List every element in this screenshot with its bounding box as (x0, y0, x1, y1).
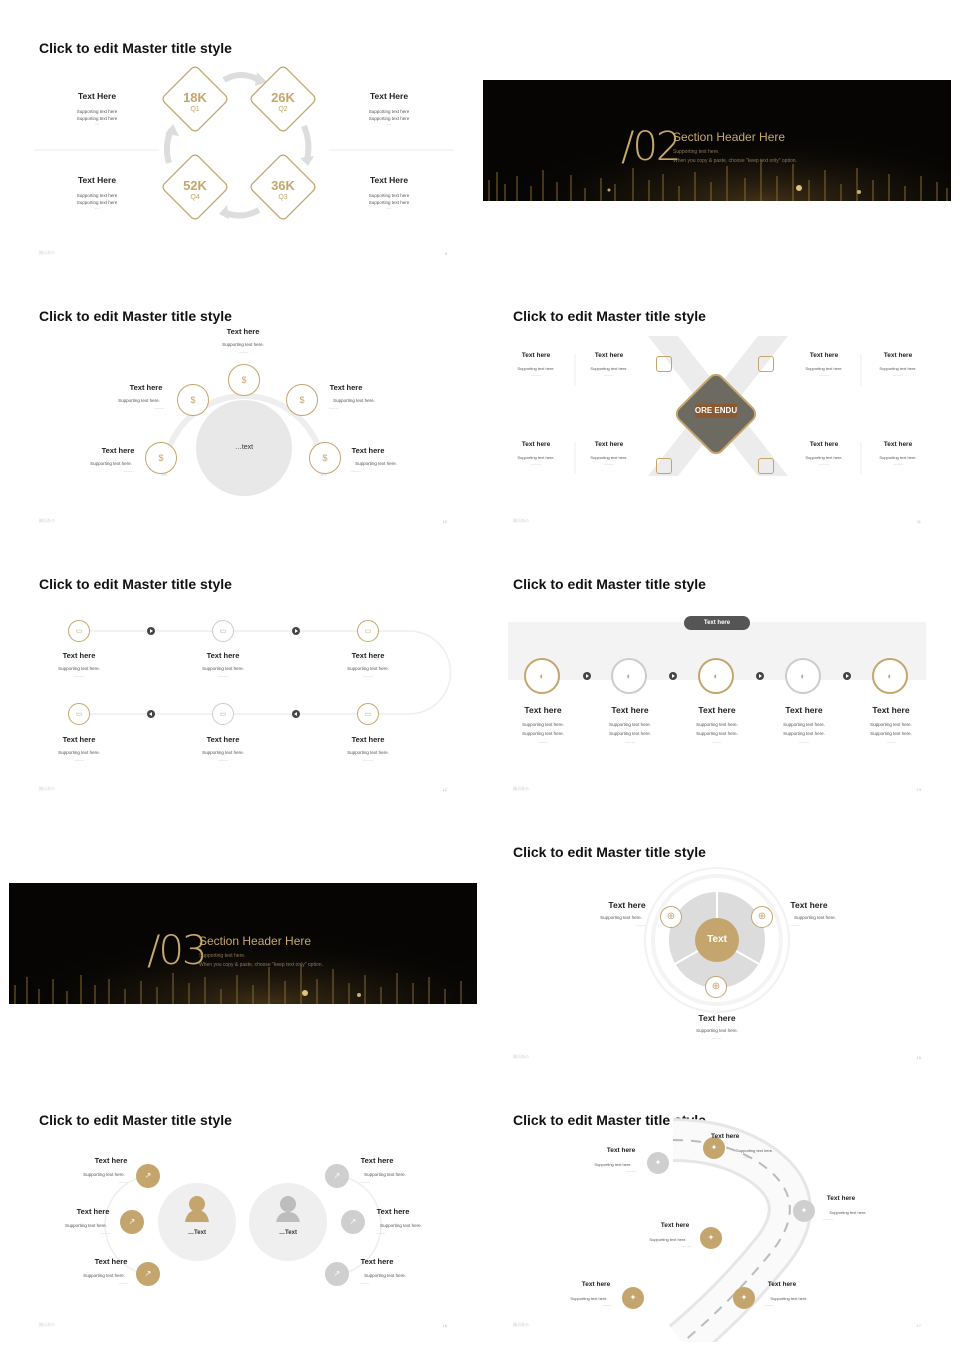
chat-icon: ▭ (357, 620, 379, 642)
handshake-icon: ✦ (733, 1287, 755, 1309)
text-title: Text here (351, 651, 385, 660)
dollar-chart-icon: $ (145, 442, 177, 474)
text-support: Supporting text here. (805, 455, 843, 460)
section-sub-1: Supporting text here. (673, 149, 720, 155)
dots: …… (819, 372, 829, 378)
text-support: Supporting text here. (870, 731, 912, 736)
text-support: Supporting text here. (609, 722, 651, 727)
dots: …… (893, 372, 903, 378)
instagram-icon (656, 356, 672, 372)
people-icon: ◐ (872, 658, 908, 694)
text-support: Supporting text here. (609, 731, 651, 736)
slide-title: Click to edit Master title style (39, 40, 232, 56)
text-title: Text here (524, 705, 562, 715)
text-support: Supporting text here. (90, 461, 132, 466)
text-title: Text here (76, 1207, 110, 1216)
slide-title: Click to edit Master title style (39, 576, 232, 592)
text-title: Text here (594, 441, 624, 448)
handshake-icon: ✦ (622, 1287, 644, 1309)
text-support: Supporting text here. (347, 666, 389, 671)
dots: …… (886, 739, 896, 745)
dots: …… (218, 673, 228, 679)
page-number: 10 (442, 519, 447, 524)
dots: …… (819, 461, 829, 467)
card-value: 18K (183, 90, 207, 105)
text-support: Supporting text here. (355, 461, 397, 466)
chat-icon: ▭ (212, 703, 234, 725)
text-title: Text here (206, 735, 240, 744)
slide-section-03[interactable] (9, 812, 477, 1074)
text-title: Text here (226, 327, 260, 336)
text-title: Text Here (77, 91, 117, 101)
section-number: /03 (147, 928, 206, 974)
text-title: Text here (660, 1222, 690, 1229)
dots: …… (764, 1302, 774, 1308)
text-support: Supporting text here. (696, 731, 738, 736)
text-support: Supporting text here. (829, 1210, 867, 1215)
people-icon: ◐ (524, 658, 560, 694)
page-number: 11 (916, 519, 921, 524)
text-title: Text here (129, 383, 163, 392)
section-sub-1: Supporting text here. (199, 953, 246, 959)
text-support: Supporting text here. (58, 666, 100, 671)
dots: …… (743, 1154, 753, 1160)
dollar-chart-icon: $ (228, 364, 260, 396)
text-title: Text Here (77, 175, 117, 185)
growth-chart-icon: ↗ (120, 1210, 144, 1234)
text-support: Supporting text here. (570, 1296, 608, 1301)
dots: ··· (94, 206, 100, 212)
text-title: Text here (711, 1133, 740, 1140)
text-title: Text here (62, 651, 96, 660)
footer-left: 演示办公 (39, 1322, 55, 1327)
card-label: Q4 (190, 194, 200, 201)
text-support: Supporting text here. (364, 1273, 406, 1278)
text-title: Text here (790, 900, 828, 910)
text-support: Supporting text here. (794, 915, 836, 920)
slide-title: Click to edit Master title style (513, 308, 706, 324)
growth-chart-icon: ↗ (341, 1210, 365, 1234)
text-support: Supporting text here. (736, 1148, 774, 1153)
slide-section-02[interactable] (483, 8, 951, 270)
text-title: Text here (826, 1195, 856, 1202)
section-header: Section Header Here (199, 934, 312, 948)
text-title: Text here (698, 705, 736, 715)
globe-icon: ⊕ (705, 976, 727, 998)
text-support: Supporting text here. (517, 455, 555, 460)
text-support: Supporting text here. (590, 366, 628, 371)
text-support: Supporting text here. (380, 1223, 422, 1228)
semicircle-diagram (9, 276, 477, 538)
section-header: Section Header Here (673, 130, 786, 144)
text-title: Text here (521, 352, 551, 359)
dots: …… (376, 1230, 386, 1236)
text-title: Text here (809, 441, 839, 448)
page-number: 12 (442, 787, 447, 792)
page-number: 15 (916, 1055, 921, 1060)
page-number: 16 (442, 1323, 447, 1328)
slide-17[interactable] (483, 1080, 951, 1342)
text-title: Text here (608, 900, 646, 910)
text-title: Text here (698, 1013, 736, 1023)
dots: ··· (94, 122, 100, 128)
text-title: Text here (594, 352, 624, 359)
slide-13[interactable] (483, 544, 951, 806)
dollar-chart-icon: $ (286, 384, 318, 416)
card-label: Q2 (278, 106, 288, 113)
slide-title: Click to edit Master title style (39, 1112, 232, 1128)
people-icon: ◐ (785, 658, 821, 694)
dots: …… (712, 1035, 722, 1041)
text-title: Text here (376, 1207, 410, 1216)
center-label: …text (234, 444, 254, 451)
text-support: Supporting text here. (118, 398, 160, 403)
dots: …… (360, 1179, 370, 1185)
slide-8[interactable] (9, 8, 477, 270)
footer-left: 演示办公 (513, 1322, 529, 1327)
page-number: 17 (916, 1323, 921, 1328)
center-label: Text (707, 934, 727, 945)
text-title: Text here (611, 705, 649, 715)
text-support: Supporting text here. (770, 1296, 808, 1301)
dots: …… (626, 1168, 636, 1174)
text-title: Text here (360, 1257, 394, 1266)
dots: …… (636, 922, 646, 928)
dots: …… (604, 372, 614, 378)
chat-icon: ▭ (212, 620, 234, 642)
globe-icon: ⊕ (751, 906, 773, 928)
text-title: Text here (581, 1281, 611, 1288)
text-support: Supporting text here. (202, 666, 244, 671)
dots: …… (712, 739, 722, 745)
text-support: Supporting text here (76, 116, 118, 121)
slide-16[interactable] (9, 1080, 477, 1342)
dots: …… (100, 1230, 110, 1236)
footer-left: 演示办公 (513, 786, 529, 791)
handshake-icon: ✦ (793, 1200, 815, 1222)
text-support: Supporting text here. (347, 750, 389, 755)
chat-icon: ▭ (68, 620, 90, 642)
text-title: Text here (785, 705, 823, 715)
text-title: Text here (101, 446, 135, 455)
text-support: Supporting text here. (522, 731, 564, 736)
text-title: Text here (606, 1147, 636, 1154)
text-support: Supporting text here. (600, 915, 642, 920)
dollar-chart-icon: $ (177, 384, 209, 416)
dots: …… (329, 405, 339, 411)
page-number: 8 (444, 251, 447, 256)
handshake-icon: ✦ (700, 1227, 722, 1249)
text-support: Supporting text here. (522, 722, 564, 727)
text-title: Text here (62, 735, 96, 744)
chat-icon: ▭ (357, 703, 379, 725)
text-support: Supporting text here. (83, 1273, 125, 1278)
text-title: Text Here (369, 91, 409, 101)
dots: …… (124, 468, 134, 474)
people-icon: ◐ (611, 658, 647, 694)
text-title: Text here (809, 352, 839, 359)
text-support: Supporting text here. (58, 750, 100, 755)
dots: …… (74, 757, 84, 763)
page-number: 13 (916, 787, 921, 792)
handshake-icon: ✦ (647, 1152, 669, 1174)
text-support: Supporting text here. (594, 1162, 632, 1167)
growth-chart-icon: ↗ (136, 1262, 160, 1286)
dots: …… (893, 461, 903, 467)
text-support: Supporting text here. (805, 366, 843, 371)
footer-left: 演示办公 (513, 518, 529, 523)
slide-title: Click to edit Master title style (513, 576, 706, 592)
text-support: Supporting text here. (202, 750, 244, 755)
slide-title: Click to edit Master title style (513, 844, 706, 860)
text-support: Supporting text here. (333, 398, 375, 403)
text-support: Supporting text here. (364, 1172, 406, 1177)
text-support: Supporting text here. (696, 1028, 738, 1033)
dots: …… (681, 1243, 691, 1249)
footer-left: 演示办公 (513, 1054, 529, 1059)
text-title: Text here (329, 383, 363, 392)
female-label: …Text (188, 1230, 206, 1236)
growth-chart-icon: ↗ (325, 1164, 349, 1188)
dots: …… (218, 757, 228, 763)
text-support: Supporting text here (76, 193, 118, 198)
footer-left: 演示办公 (39, 250, 55, 255)
dots: …… (823, 1216, 833, 1222)
instagram-icon (758, 356, 774, 372)
text-title: Text here (360, 1156, 394, 1165)
dots: …… (154, 405, 164, 411)
slide-11[interactable] (483, 276, 951, 538)
text-support: Supporting text here (76, 200, 118, 205)
instagram-icon (758, 458, 774, 474)
slide-10[interactable] (9, 276, 477, 538)
growth-chart-icon: ↗ (325, 1262, 349, 1286)
text-support: Supporting text here. (517, 366, 555, 371)
text-support: Supporting text here. (870, 722, 912, 727)
text-support: Supporting text here. (222, 342, 264, 347)
dots: ··· (386, 122, 392, 128)
card-label: Q1 (190, 106, 200, 113)
slide-title: Click to edit Master title style (39, 308, 232, 324)
text-support: Supporting text here. (783, 731, 825, 736)
text-support: Supporting text here. (879, 455, 917, 460)
text-title: Text here (767, 1281, 797, 1288)
slide-12[interactable] (9, 544, 477, 806)
dots: ··· (386, 206, 392, 212)
text-support: Supporting text here. (65, 1223, 107, 1228)
card-value: 36K (271, 178, 295, 193)
dots: …… (351, 468, 361, 474)
text-support: Supporting text here (76, 109, 118, 114)
dots: …… (538, 739, 548, 745)
chat-icon: ▭ (68, 703, 90, 725)
dots: …… (238, 349, 248, 355)
text-title: Text here (351, 735, 385, 744)
dots: …… (531, 372, 541, 378)
dollar-chart-icon: $ (309, 442, 341, 474)
text-support: Supporting text here. (83, 1172, 125, 1177)
text-title: Text here (94, 1257, 128, 1266)
text-title: Text here (872, 705, 910, 715)
card-value: 52K (183, 178, 207, 193)
photo-sign-text: ORE ENDU (694, 406, 738, 415)
text-support: Supporting text here (368, 116, 410, 121)
text-support: Supporting text here. (879, 366, 917, 371)
dots: …… (74, 673, 84, 679)
text-support: Supporting text here. (590, 455, 628, 460)
card-label: Q3 (278, 194, 288, 201)
growth-chart-icon: ↗ (136, 1164, 160, 1188)
dots: …… (531, 461, 541, 467)
dots: …… (604, 461, 614, 467)
card-value: 26K (271, 90, 295, 105)
dots: …… (118, 1179, 128, 1185)
text-title: Text here (883, 352, 913, 359)
text-title: Text here (351, 446, 385, 455)
text-support: Supporting text here (368, 193, 410, 198)
globe-icon: ⊕ (660, 906, 682, 928)
text-support: Supporting text here. (649, 1237, 687, 1242)
text-title: Text here (883, 441, 913, 448)
text-title: Text here (206, 651, 240, 660)
handshake-icon: ✦ (703, 1137, 725, 1159)
dots: …… (625, 739, 635, 745)
dots: …… (602, 1302, 612, 1308)
footer-left: 演示办公 (39, 518, 55, 523)
dots: …… (118, 1280, 128, 1286)
male-label: …Text (279, 1230, 297, 1236)
text-support: Supporting text here (368, 109, 410, 114)
people-icon: ◐ (698, 658, 734, 694)
dots: …… (799, 739, 809, 745)
text-support: Supporting text here. (783, 722, 825, 727)
cycle-diagram (9, 8, 477, 270)
section-sub-2: When you copy & paste, choose "keep text only" option. (673, 158, 797, 164)
dots: …… (363, 757, 373, 763)
slide-15[interactable] (483, 812, 951, 1074)
dots: …… (360, 1280, 370, 1286)
dots: …… (790, 922, 800, 928)
slide-title: Click to edit Master title style (513, 1112, 706, 1128)
section-number: /02 (621, 124, 680, 170)
text-support: Supporting text here (368, 200, 410, 205)
text-support: Supporting text here. (696, 722, 738, 727)
instagram-icon (656, 458, 672, 474)
text-title: Text here (94, 1156, 128, 1165)
text-title: Text here (521, 441, 551, 448)
header-pill: Text here (684, 616, 750, 630)
footer-left: 演示办公 (39, 786, 55, 791)
section-sub-2: When you copy & paste, choose "keep text only" option. (199, 962, 323, 968)
text-title: Text Here (369, 175, 409, 185)
dots: …… (363, 673, 373, 679)
